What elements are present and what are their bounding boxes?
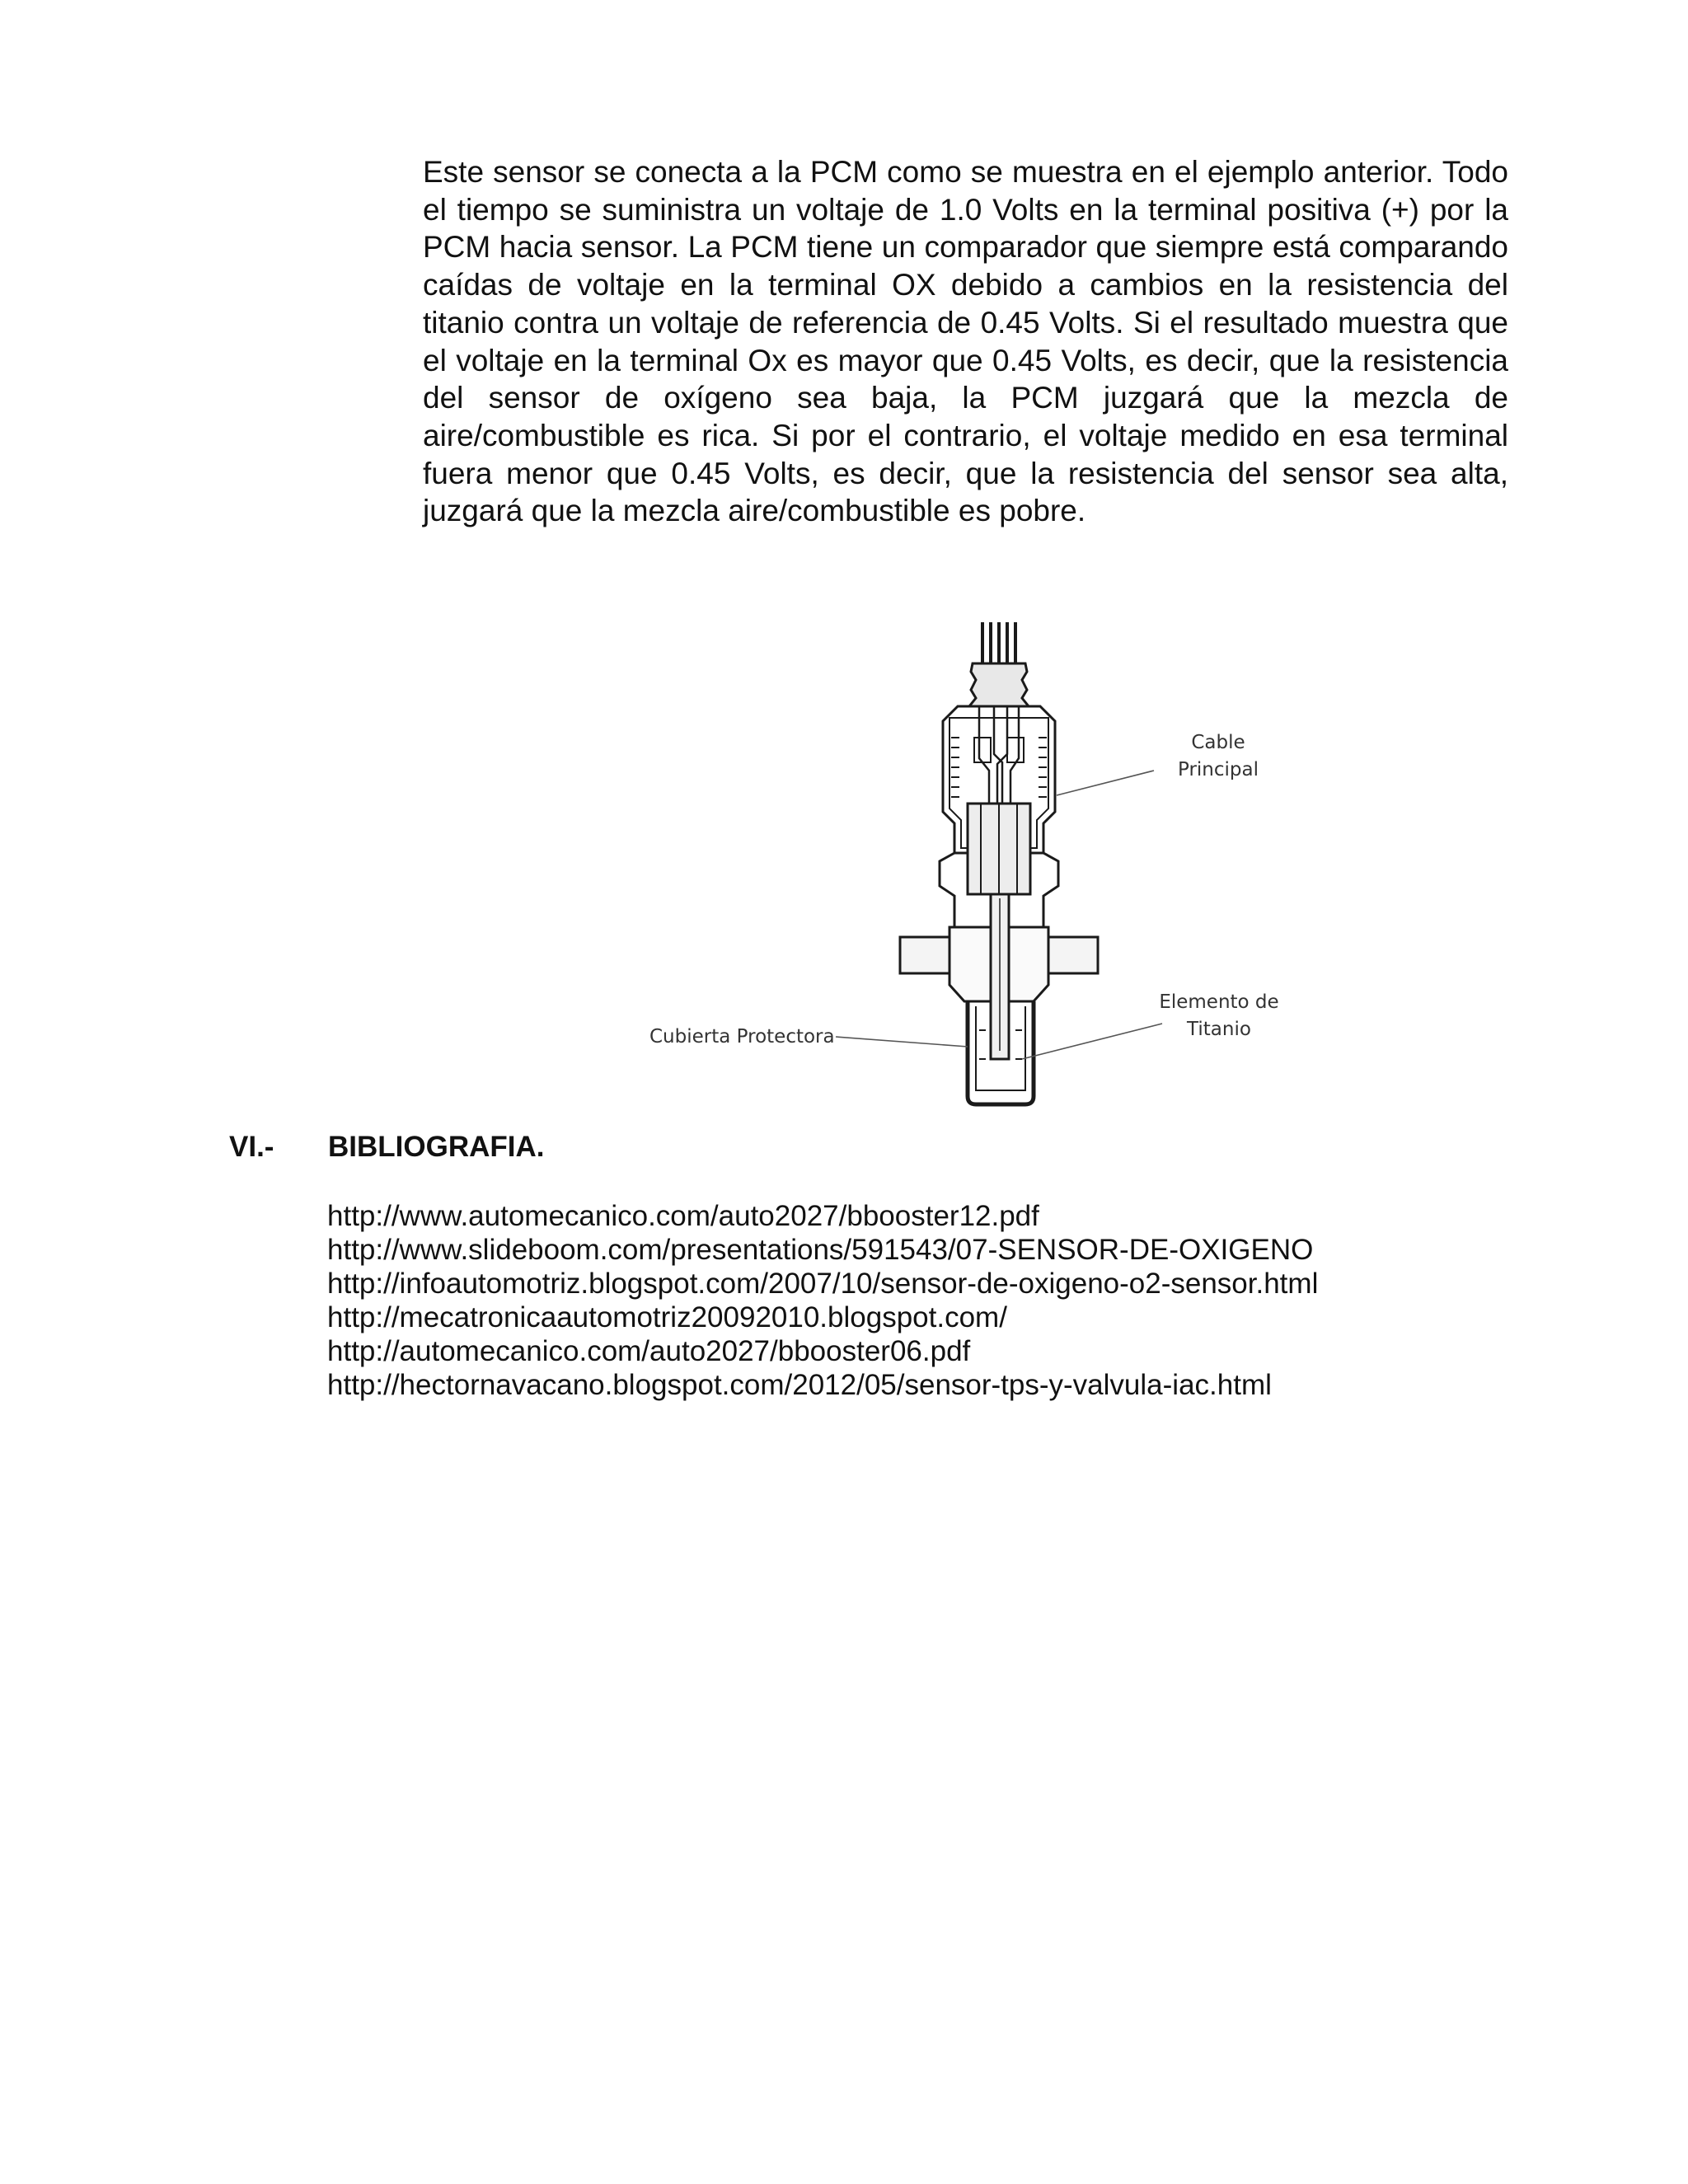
protective-cover-label: Cubierta Protectora	[649, 1026, 835, 1047]
titanium-element-label	[1157, 989, 1281, 1043]
cable-label-line1: Cable	[1191, 732, 1245, 753]
bibliography-list	[327, 1199, 1318, 1402]
bibliography-link[interactable]: http://infoautomotriz.blogspot.com/2007/10/sensor-de-oxigeno-o2-sensor.html	[327, 1268, 1319, 1300]
body-paragraph: Este sensor se conecta a la PCM como se muestra en el ejemplo anterior. Todo el tiempo se suministra un voltaje de 1.0 Volts en la terminal positiva (+) por la PCM hacia sensor. La PCM tiene un comparador que siempre está comparando caídas de voltaje en la terminal OX debido a cambios en la resistencia del titanio contra un voltaje de referencia de 0.45 Volts. Si el resultado muestra que el voltaje en la terminal Ox es mayor que 0.45 Volts, es decir, que la resistencia del sensor de oxígeno sea baja, la PCM juzgará que la mezcla de aire/combustible es rica. Si por el contrario, el voltaje medido en esa terminal fuera menor que 0.45 Volts, es decir, que la resistencia del sensor sea alta, juzgará que la mezcla aire/combustible es pobre.	[423, 155, 1508, 528]
elemento-label-line1: Elemento de	[1159, 991, 1279, 1013]
cable-principal-label	[1169, 729, 1268, 784]
bibliography-link[interactable]: http://automecanico.com/auto2027/bbooster06.pdf	[327, 1335, 971, 1367]
bibliography-link[interactable]: http://www.automecanico.com/auto2027/bbooster12.pdf	[327, 1200, 1039, 1232]
section-title: BIBLIOGRAFIA.	[328, 1131, 545, 1163]
bibliography-link[interactable]: http://mecatronicaautomotriz20092010.blogspot.com/	[327, 1301, 1007, 1333]
elemento-label-line2: Titanio	[1187, 1019, 1251, 1040]
bibliography-link[interactable]: http://hectornavacano.blogspot.com/2012/05/sensor-tps-y-valvula-iac.html	[327, 1369, 1272, 1401]
oxygen-sensor-figure	[635, 614, 1294, 1108]
section-number: VI.-	[229, 1131, 274, 1163]
cable-label-line2: Principal	[1177, 759, 1259, 780]
bibliography-link[interactable]: http://www.slideboom.com/presentations/591543/07-SENSOR-DE-OXIGENO	[327, 1234, 1314, 1266]
